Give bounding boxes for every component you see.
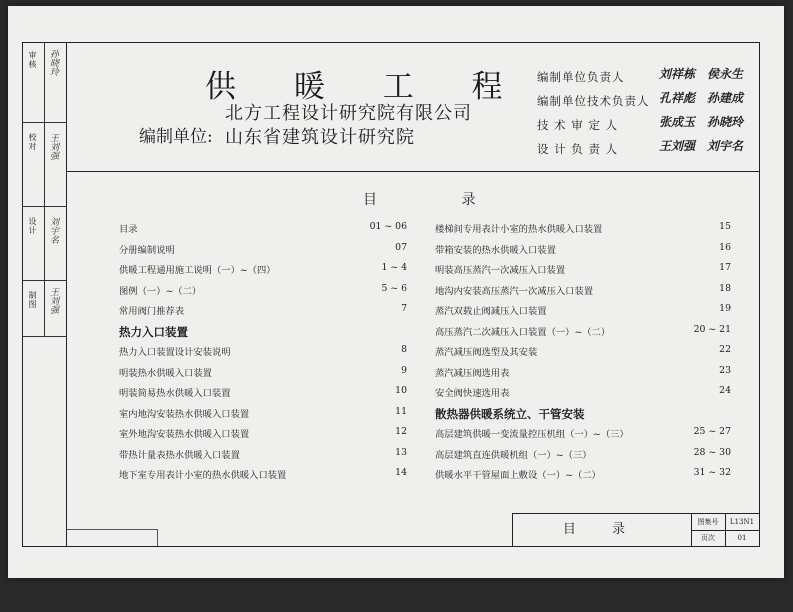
left-cell-draft [23,281,67,337]
compiler-label: 编制单位: [139,127,213,147]
left-sig-check: 王刘强 [48,133,58,160]
toc-entry-page: 31 ~ 32 [693,467,731,478]
responsible-sig-4a: 王刘强 [659,139,696,153]
toc-entry-title: 供暖工程通用施工说明（一）~（四） [119,265,276,276]
toc-entry [119,303,419,317]
responsible-sig-1b: 侯永生 [707,67,744,81]
responsible-sig-1a: 刘祥栋 [659,67,696,81]
toc-entry-title: 安全阀快速选用表 [435,388,510,399]
toc-entry-page: 5 ~ 6 [381,282,407,294]
title-block [512,513,759,546]
responsible-sig-2a: 孔祥彪 [659,91,696,105]
page-number-label: 页次 [691,530,726,546]
toc-entry [119,344,419,358]
toc-entry-page: 13 [395,446,407,458]
drawing-frame [22,42,760,547]
compiler-org-2: 山东省建筑设计研究院 [225,127,415,148]
toc-entry-title: 分册编制说明 [119,244,175,256]
bottom-left-cell [67,529,158,546]
toc-entry-page: 23 [719,364,731,376]
toc-entry-page: 24 [719,385,731,396]
toc-entry-page: 25 ~ 27 [693,426,731,437]
toc-entry-title: 室外地沟安装热水供暖入口装置 [119,429,250,440]
left-sig-review: 孙晓玲 [48,49,58,76]
left-label-review: 审核 [28,51,37,69]
toc-entry [435,344,735,358]
toc-entry-page: 07 [395,241,407,253]
document-page [8,6,784,578]
toc-entry-page: 01 ~ 06 [369,221,407,232]
responsible-role-3: 技 术 审 定 人 [537,118,619,132]
toc-entry-page: 11 [395,405,407,417]
left-signature-column [23,43,67,546]
toc-entry [435,467,735,481]
toc-entry-title: 室内地沟安装热水供暖入口装置 [119,408,250,420]
toc-entry [435,426,735,440]
toc-entry-title: 带箱安装的热水供暖入口装置 [435,244,556,256]
left-label-check: 校对 [28,133,37,151]
toc-entry [435,221,735,235]
left-sig-design: 刘宇名 [48,217,58,244]
toc-entry-page: 17 [719,262,731,273]
responsible-sig-4b: 刘宇名 [707,139,744,153]
toc-entry-title: 高层建筑直连供暖机组（一）~（三） [435,449,592,461]
toc-entry-title: 散热器供暖系统立、干管安装 [435,406,585,421]
toc-entry-title: 蒸汽减压阀选型及其安装 [435,347,538,358]
compiler-org-1: 北方工程设计研究院有限公司 [225,103,472,124]
set-number-value: L13N1 [729,518,755,526]
responsible-role-2: 编制单位技术负责人 [537,94,650,108]
toc-entry [435,283,735,297]
toc-entry-page: 9 [401,364,407,376]
toc-entry [435,303,735,317]
left-label-draft: 制图 [28,291,37,309]
left-cell-review [23,43,67,123]
toc-entry-page: 8 [401,344,407,355]
toc-entry-page: 28 ~ 30 [693,446,731,458]
title-block-name: 目 录 [513,514,692,546]
toc-entry-title: 明装简易热水供暖入口装置 [119,388,231,399]
set-number-label: 图集号 [691,514,726,530]
toc-entry-page: 16 [719,241,731,253]
responsible-sig-2b: 孙建成 [707,91,744,105]
toc-entry [119,406,419,420]
toc-entry [435,406,735,422]
toc-entry [119,426,419,440]
responsible-sig-3b: 孙晓玲 [707,115,744,129]
responsible-sig-3a: 张成玉 [659,115,696,129]
toc-entry-title: 蒸汽双载止阀减压入口装置 [435,306,547,317]
header-block [67,43,759,172]
toc-entry-title: 地下室专用表计小室的热水供暖入口装置 [119,470,287,481]
toc-entry-title: 明装高压蒸汽一次减压入口装置 [435,265,566,276]
toc-entry-title: 楼梯间专用表计小室的热水供暖入口装置 [435,224,603,235]
responsible-role-1: 编制单位负责人 [537,70,625,84]
toc-entry-page: 15 [719,221,731,232]
toc-entry-page: 10 [395,385,407,396]
toc-entry-title: 带热计量表热水供暖入口装置 [119,449,240,461]
toc-entry-title: 高层建筑供暖一变流量控压机组（一）~（三） [435,429,629,440]
toc-entry-page: 7 [401,303,407,314]
toc-entry-page: 12 [395,426,407,437]
toc-entry-title: 明装热水供暖入口装置 [119,367,212,379]
toc-heading: 目 录 [363,192,516,208]
left-sig-draft: 王刘强 [48,287,58,314]
toc-entry-title: 热力入口装置 [119,324,188,339]
toc-entry [119,324,419,340]
toc-entry [119,283,419,297]
toc-entry-title: 高压蒸汽二次减压入口装置（一）~（二） [435,326,611,338]
toc-entry [119,242,419,256]
toc-entry-title: 供暖水平干管屋面上敷设（一）~（二） [435,470,601,481]
toc-entry [119,385,419,399]
toc-entry-title: 图例（一）~（二） [119,285,202,297]
left-cell-check [23,123,67,207]
toc-entry [119,467,419,481]
toc-entry-page: 18 [719,282,731,294]
toc-entry [119,447,419,461]
toc-entry [119,262,419,276]
toc-entry-page: 22 [719,344,731,355]
toc-entry-page: 19 [719,303,731,314]
toc-entry [435,385,735,399]
toc-entry-page: 20 ~ 21 [693,323,731,335]
toc-entry [119,221,419,235]
toc-entry-title: 蒸汽减压阀选用表 [435,367,510,379]
toc-entry-title: 热力入口装置设计安装说明 [119,347,231,358]
responsible-role-4: 设 计 负 责 人 [537,142,619,156]
page-number-value: 01 [737,534,747,542]
left-label-design: 设计 [28,217,37,235]
toc-entry [435,365,735,379]
toc-entry [119,365,419,379]
toc-entry-title: 常用阀门推荐表 [119,306,185,317]
toc-entry [435,324,735,338]
atlas-title: 供 暖 工 程 [205,69,527,105]
toc-entry [435,262,735,276]
left-cell-design [23,207,67,281]
toc-entry [435,242,735,256]
toc-entry-title: 地沟内安装高压蒸汽一次减压入口装置 [435,285,594,297]
toc-entry [435,447,735,461]
toc-entry-title: 目录 [119,224,138,235]
toc-entry-page: 14 [395,467,407,478]
toc-entry-page: 1 ~ 4 [381,262,407,273]
